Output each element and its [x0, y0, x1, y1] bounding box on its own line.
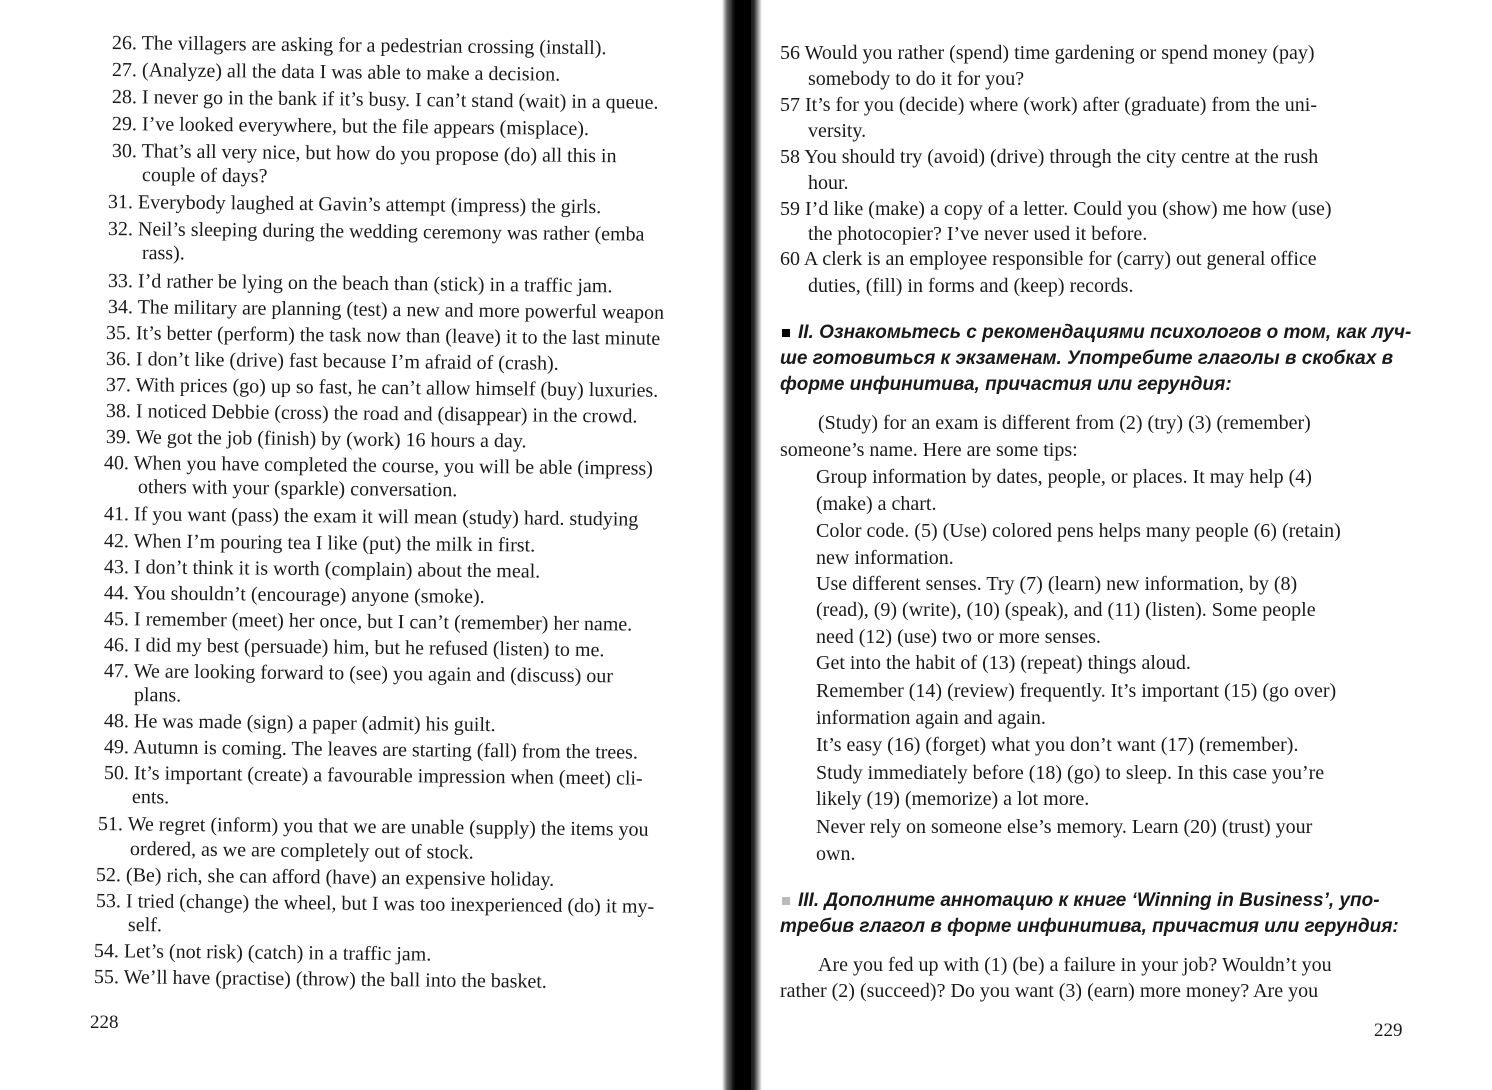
bullet-icon [782, 897, 790, 905]
list-item-cont: couple of days? [141, 164, 268, 188]
paragraph-line: need (12) (use) two or more senses. [816, 626, 1101, 648]
list-item: 58 You should try (avoid) (drive) through the city centre at the rush [780, 146, 1319, 168]
list-item: 27. (Analyze) all the data I was able to make a decision. [111, 59, 561, 86]
list-item: 53. I tried (change) the wheel, but I was too inexperienced (do) it my- [95, 890, 655, 918]
list-item-cont: ordered, as we are completely out of stock. [129, 838, 474, 864]
list-item: 26. The villagers are asking for a pedestrian crossing (install). [111, 32, 607, 60]
list-item-cont: plans. [133, 684, 182, 707]
heading-line: III. Дополните аннотацию к книге ‘Winning in Business’, упо- [798, 890, 1380, 911]
paragraph-line: It’s easy (16) (forget) what you don’t want (17) (remember). [816, 734, 1299, 756]
list-item: 44. You shouldn’t (encourage) anyone (smoke). [103, 582, 485, 608]
list-item: 50. It’s important (create) a favourable impression when (meet) cli- [103, 762, 643, 790]
list-item: 35. It’s better (perform) the task now than (leave) it to the last minute [105, 322, 661, 350]
list-item-cont: somebody to do it for you? [808, 68, 1025, 90]
list-item: 54. Let’s (not risk) (catch) in a traffic jam. [93, 940, 432, 966]
paragraph-line: (make) a chart. [816, 493, 937, 515]
list-item: 33. I’d rather be lying on the beach than (stick) in a traffic jam. [107, 270, 613, 298]
paragraph-line: own. [816, 843, 856, 865]
bullet-icon [782, 329, 790, 337]
heading-line: форме инфинитива, причастия или герундия: [780, 374, 1232, 395]
paragraph-line: Color code. (5) (Use) colored pens helps many people (6) (retain) [816, 520, 1341, 542]
list-item: 31. Everybody laughed at Gavin’s attempt (impress) the girls. [107, 191, 602, 219]
list-item: 59 I’d like (make) a copy of a letter. Could you (show) me how (use) [780, 198, 1332, 220]
list-item: 46. I did my best (persuade) him, but he refused (listen) to me. [103, 634, 605, 662]
list-item: 51. We regret (inform) you that we are unable (supply) the items you [97, 813, 649, 841]
paragraph-line: Group information by dates, people, or places. It may help (4) [816, 466, 1312, 488]
paragraph-line: Remember (14) (review) frequently. It’s important (15) (go over) [816, 680, 1337, 702]
list-item: 52. (Be) rich, she can afford (have) an expensive holiday. [95, 864, 555, 891]
left-page [0, 0, 730, 1090]
paragraph-line: Get into the habit of (13) (repeat) things aloud. [816, 652, 1191, 674]
list-item: 60 A clerk is an employee responsible for (carry) out general office [780, 248, 1317, 270]
list-item-cont: versity. [808, 120, 867, 142]
list-item: 39. We got the job (finish) by (work) 16 hours a day. [105, 426, 527, 453]
list-item-cont: hour. [808, 172, 849, 194]
paragraph-line: Never rely on someone else’s memory. Learn (20) (trust) your [816, 816, 1313, 838]
list-item: 43. I don’t think it is worth (complain) about the meal. [103, 556, 541, 583]
list-item: 57 It’s for you (decide) where (work) after (graduate) from the uni- [780, 94, 1317, 116]
list-item: 28. I never go in the bank if it’s busy. I can’t stand (wait) in a queue. [111, 86, 659, 114]
list-item: 37. With prices (go) up so fast, he can’t allow himself (buy) luxuries. [105, 374, 659, 402]
list-item: 47. We are looking forward to (see) you again and (discuss) our [103, 660, 614, 688]
list-item-cont: others with your (sparkle) conversation. [137, 476, 458, 502]
list-item: 55. We’ll have (practise) (throw) the ball into the basket. [93, 966, 547, 993]
list-item: 40. When you have completed the course, you will be able (impress) [103, 452, 654, 480]
list-item: 41. If you want (pass) the exam it will mean (study) hard. studying [103, 503, 639, 531]
list-item-cont: duties, (fill) in forms and (keep) records. [808, 275, 1134, 297]
list-item: 48. He was made (sign) a paper (admit) his guilt. [103, 710, 496, 737]
page-number-right: 229 [1374, 1020, 1403, 1041]
paragraph-line: Are you fed up with (1) (be) a failure in your job? Wouldn’t you [818, 954, 1332, 976]
paragraph-line: (Study) for an exam is different from (2) (try) (3) (remember) [818, 412, 1311, 434]
list-item: 30. That’s all very nice, but how do you propose (do) all this in [111, 140, 617, 168]
list-item-cont: self. [127, 914, 163, 937]
list-item: 49. Autumn is coming. The leaves are starting (fall) from the trees. [103, 736, 639, 764]
book-gutter [735, 0, 751, 1090]
list-item: 32. Neil’s sleeping during the wedding ceremony was rather (emba [107, 218, 645, 246]
page-number-left: 228 [90, 1012, 119, 1033]
list-item: 42. When I’m pouring tea I like (put) the milk in first. [103, 530, 536, 557]
paragraph-line: someone’s name. Here are some tips: [780, 439, 1078, 461]
list-item: 29. I’ve looked everywhere, but the file appears (misplace). [111, 113, 590, 140]
list-item: 56 Would you rather (spend) time gardening or spend money (pay) [780, 42, 1315, 64]
list-item-cont: ents. [131, 786, 170, 809]
list-item: 36. I don’t like (drive) fast because I’m afraid of (crash). [105, 348, 559, 375]
right-page [760, 0, 1492, 1090]
list-item: 45. I remember (meet) her once, but I can’t (remember) her name. [103, 608, 633, 636]
list-item-cont: the photocopier? I’ve never used it before. [808, 223, 1148, 245]
paragraph-line: likely (19) (memorize) a lot more. [816, 788, 1090, 810]
paragraph-line: information again and again. [816, 707, 1046, 729]
paragraph-line: rather (2) (succeed)? Do you want (3) (earn) more money? Are you [780, 980, 1319, 1002]
heading-line: ше готовиться к экзаменам. Употребите глаголы в скобках в [780, 348, 1394, 369]
list-item-cont: rass). [141, 242, 185, 265]
paragraph-line: (read), (9) (write), (10) (speak), and (11) (listen). Some people [816, 599, 1316, 621]
paragraph-line: new information. [816, 547, 954, 569]
heading-line: II. Ознакомьтесь с рекомендациями психологов о том, как луч- [798, 322, 1412, 343]
heading-line: требив глагол в форме инфинитива, причастия или герундия: [780, 916, 1399, 937]
paragraph-line: Use different senses. Try (7) (learn) new information, by (8) [816, 573, 1298, 595]
paragraph-line: Study immediately before (18) (go) to sleep. In this case you’re [816, 762, 1325, 784]
list-item: 34. The military are planning (test) a new and more powerful weapon [107, 296, 665, 324]
list-item: 38. I noticed Debbie (cross) the road and (disappear) in the crowd. [105, 400, 638, 428]
